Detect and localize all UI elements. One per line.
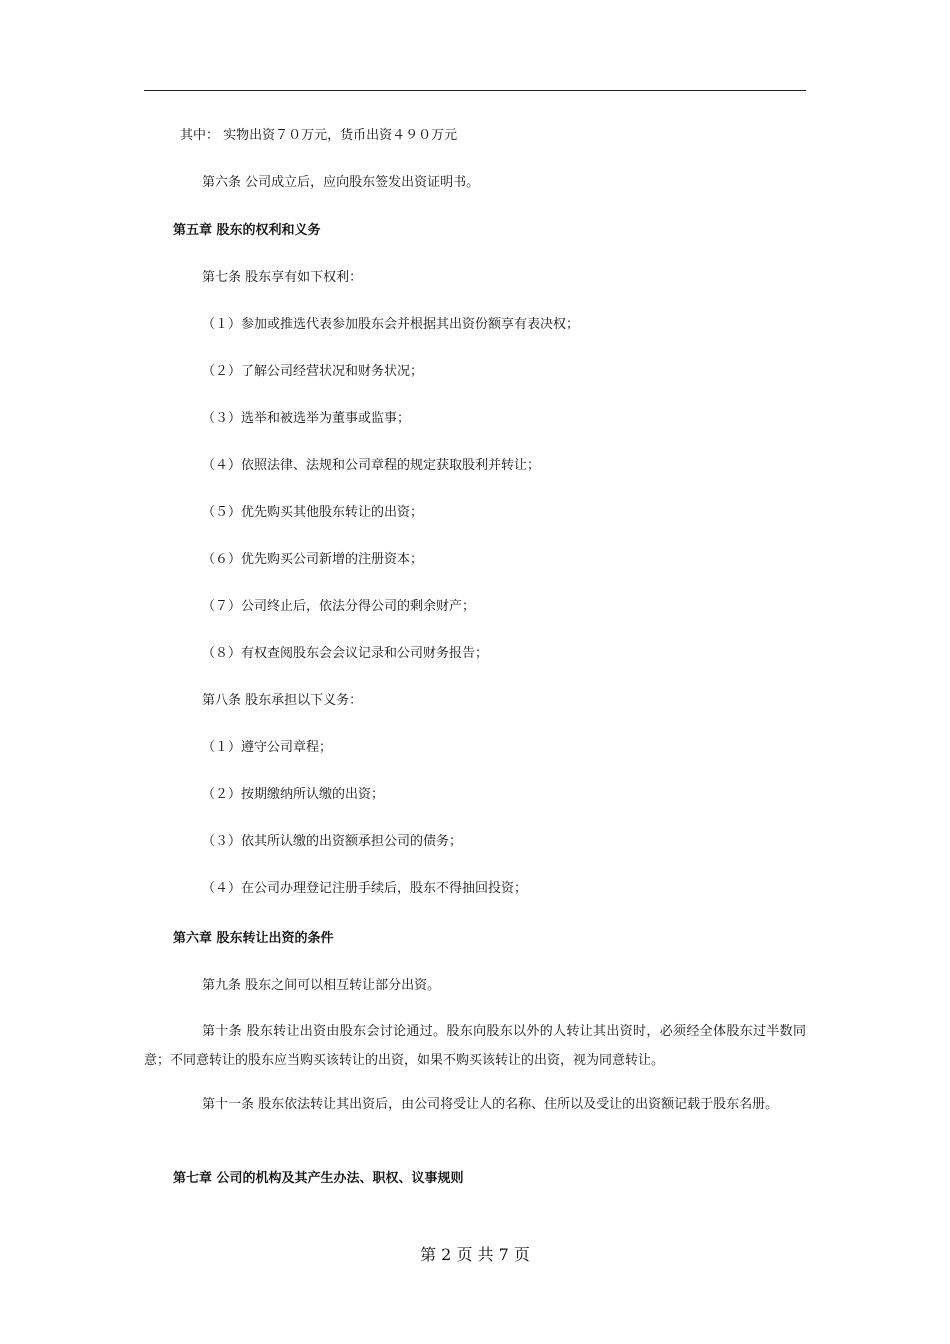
article-9: 第九条 股东之间可以相互转让部分出资。 [202,978,441,993]
article-11: 第十一条 股东依法转让其出资后，由公司将受让人的名称、住所以及受让的出资额记载于股东名册。 [202,1097,779,1112]
article-10: 第十条 股东转让出资由股东会讨论通过。股东向股东以外的人转让其出资时，必须经全体股东过半数同意；不同意转让的股东应当购买该转让的出资，如果不购买该转让的出资，视为同意转让。 [144,1024,806,1068]
chapter-6-heading: 第六章 股东转让出资的条件 [173,931,334,946]
header-rule [144,90,806,91]
right-item: （７）公司终止后，依法分得公司的剩余财产； [202,599,476,614]
duty-item: （３）依其所认缴的出资额承担公司的债务； [202,834,463,849]
duty-item: （４）在公司办理登记注册手续后，股东不得抽回投资； [202,881,528,896]
right-item: （２）了解公司经营状况和财务状况； [202,364,424,379]
chapter-7-heading: 第七章 公司的机构及其产生办法、职权、议事规则 [173,1171,464,1186]
chapter-5-heading: 第五章 股东的权利和义务 [173,223,321,238]
right-item: （１）参加或推选代表参加股东会并根据其出资份额享有表决权； [202,317,580,332]
page-number-footer: 第 2 页 共 7 页 [420,1245,530,1264]
article-8: 第八条 股东承担以下义务： [202,693,363,708]
duty-item: （１）遵守公司章程； [202,740,333,755]
right-item: （３）选举和被选举为董事或监事； [202,411,411,426]
article-7: 第七条 股东享有如下权利： [202,270,363,285]
right-item: （８）有权查阅股东会会议记录和公司财务报告； [202,646,489,661]
article-6: 第六条 公司成立后，应向股东签发出资证明书。 [202,175,480,190]
right-item: （５）优先购买其他股东转让的出资； [202,505,424,520]
right-item: （６）优先购买公司新增的注册资本； [202,552,424,567]
right-item: （４）依照法律、法规和公司章程的规定获取股利并转让； [202,458,541,473]
duty-item: （２）按期缴纳所认缴的出资； [202,787,385,802]
capital-detail-line: 其中： 实物出资７０万元，货币出资４９０万元 [180,128,458,143]
